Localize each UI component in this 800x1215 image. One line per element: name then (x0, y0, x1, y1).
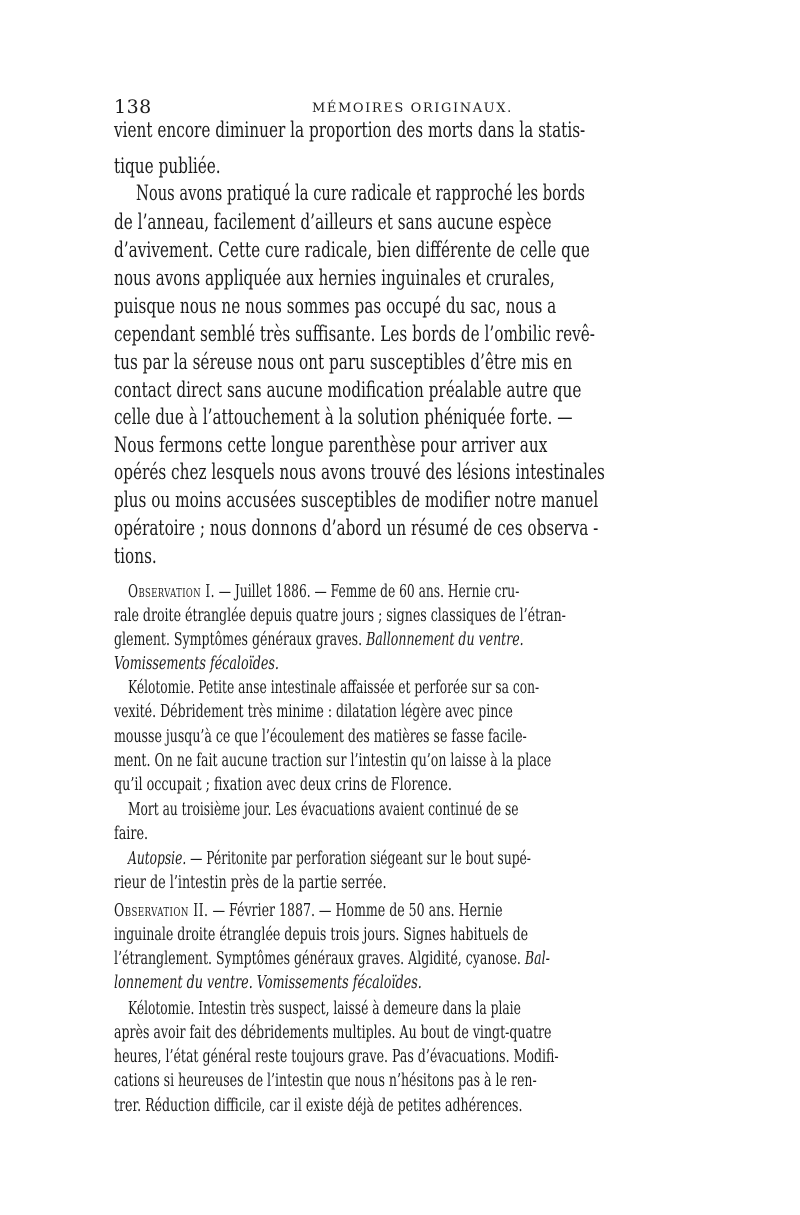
text-line (114, 1073, 688, 1091)
text-line (114, 268, 696, 289)
observation-heading: Observation I. (128, 582, 215, 602)
text-line (114, 753, 688, 771)
text-line (114, 156, 696, 177)
text-span: Kélotomie. Petite anse intestinale affaissée et perforée sur sa con- (128, 678, 540, 698)
text-line (114, 1098, 688, 1116)
text-span: rieur de l’intestin près de la partie serrée. (114, 873, 387, 893)
text-line (114, 975, 696, 993)
text-line (114, 296, 696, 317)
text-span: Nous fermons cette longue parenthèse pour arriver aux (114, 433, 548, 457)
italic-text: Ballonnement du ventre. (366, 630, 524, 650)
text-line (114, 1025, 688, 1043)
text-span: de l’anneau, facilement d’ailleurs et sans aucune espèce (114, 210, 552, 234)
text-span: Nous avons pratiqué la cure radicale et rapproché les bords (136, 181, 585, 205)
text-line (114, 435, 696, 456)
text-span: opérés chez lesquels nous avons trouvé des lésions intestinales (114, 460, 605, 484)
text-span: mousse jusqu’à ce que l’écoulement des matières se fasse facile- (114, 727, 527, 747)
text-line (114, 324, 696, 345)
text-span: Kélotomie. Intestin très suspect, laissé à demeure dans la plaie (128, 999, 521, 1019)
italic-text: Autopsie. (128, 849, 187, 869)
text-span: — Février 1887. — Homme de 50 ans. Hernie (208, 901, 503, 921)
page-number: 138 (114, 96, 152, 118)
text-span: Mort au troisième jour. Les évacuations avaient continué de se (128, 800, 519, 820)
text-span: contact direct sans aucune modification préalable autre que (114, 378, 582, 402)
running-title: MÉMOIRES ORIGINAUX. (312, 101, 513, 116)
text-line (114, 704, 688, 722)
text-span: faire. (114, 824, 149, 844)
text-line (114, 951, 688, 969)
text-span: inguinale droite étranglée depuis trois jours. Signes habituels de (114, 925, 529, 945)
text-span: trer. Réduction difficile, car il existe déjà de petites adhérences. (114, 1096, 523, 1116)
text-line (114, 490, 696, 511)
text-line (114, 462, 696, 483)
text-line (114, 903, 688, 921)
text-span: plus ou moins accusées susceptibles de modifier notre manuel (114, 488, 599, 512)
text-line (136, 183, 696, 204)
text-span: — Juillet 1886. — Femme de 60 ans. Hernie cru- (214, 582, 520, 602)
text-span: d’avivement. Cette cure radicale, bien différente de celle que (114, 238, 590, 262)
text-span: qu’il occupait ; fixation avec deux crins de Florence. (114, 775, 452, 795)
text-line (114, 352, 696, 373)
text-line (128, 1001, 688, 1019)
text-line (114, 380, 696, 401)
observation-heading: Observation II. (114, 901, 209, 921)
text-line (114, 656, 696, 674)
text-span: vient encore diminuer la proportion des morts dans la statis- (114, 118, 586, 142)
text-span: glement. Symptômes généraux graves. (114, 630, 367, 650)
page-header (114, 96, 704, 120)
italic-text: lonnement du ventre. Vomissements fécaloïdes. (114, 973, 422, 993)
text-span: opératoire ; nous donnons d’abord un résumé de ces observa - (114, 516, 599, 540)
text-span: rale droite étranglée depuis quatre jours ; signes classiques de l’étran- (114, 606, 566, 626)
text-span: ment. On ne fait aucune traction sur l’intestin qu’on laisse à la place (114, 751, 552, 771)
italic-text: Vomissements fécaloïdes. (114, 654, 279, 674)
text-line (114, 875, 696, 893)
text-line (114, 826, 696, 844)
text-line (128, 851, 688, 869)
text-line (114, 729, 688, 747)
text-span: l’étranglement. Symptômes généraux graves. Algidité, cyanose. (114, 949, 525, 969)
text-span: vexité. Débridement très minime : dilatation légère avec pince (114, 702, 513, 722)
text-line (114, 240, 696, 261)
text-line (114, 608, 688, 626)
text-line (114, 777, 696, 795)
text-span: après avoir fait des débridements multiples. Au bout de vingt-quatre (114, 1023, 552, 1043)
text-span: tions. (114, 544, 157, 568)
text-line (128, 680, 688, 698)
text-span: — Péritonite par perforation siégeant sur le bout supé- (186, 849, 531, 869)
text-line (114, 632, 688, 650)
text-span: cependant semblé très suffisante. Les bords de l’ombilic revê- (114, 322, 595, 346)
text-line (114, 120, 696, 141)
text-line (114, 1049, 688, 1067)
text-line (114, 212, 696, 233)
text-span: celle due à l’attouchement à la solution phéniquée forte. — (114, 405, 573, 429)
text-span: cations si heureuses de l’intestin que nous n’hésitons pas à le ren- (114, 1071, 537, 1091)
text-span: tique publiée. (114, 154, 221, 178)
text-line (114, 407, 696, 428)
text-line (128, 802, 688, 820)
italic-text: Bal- (524, 949, 550, 969)
text-line (114, 518, 696, 539)
text-line (114, 927, 688, 945)
text-line (128, 584, 688, 602)
text-line (114, 546, 696, 567)
text-span: puisque nous ne nous sommes pas occupé du sac, nous a (114, 294, 557, 318)
text-span: tus par la séreuse nous ont paru susceptibles d’être mis en (114, 350, 573, 374)
text-span: heures, l’état général reste toujours grave. Pas d’évacuations. Modifi- (114, 1047, 559, 1067)
text-span: nous avons appliquée aux hernies inguinales et crurales, (114, 266, 555, 290)
